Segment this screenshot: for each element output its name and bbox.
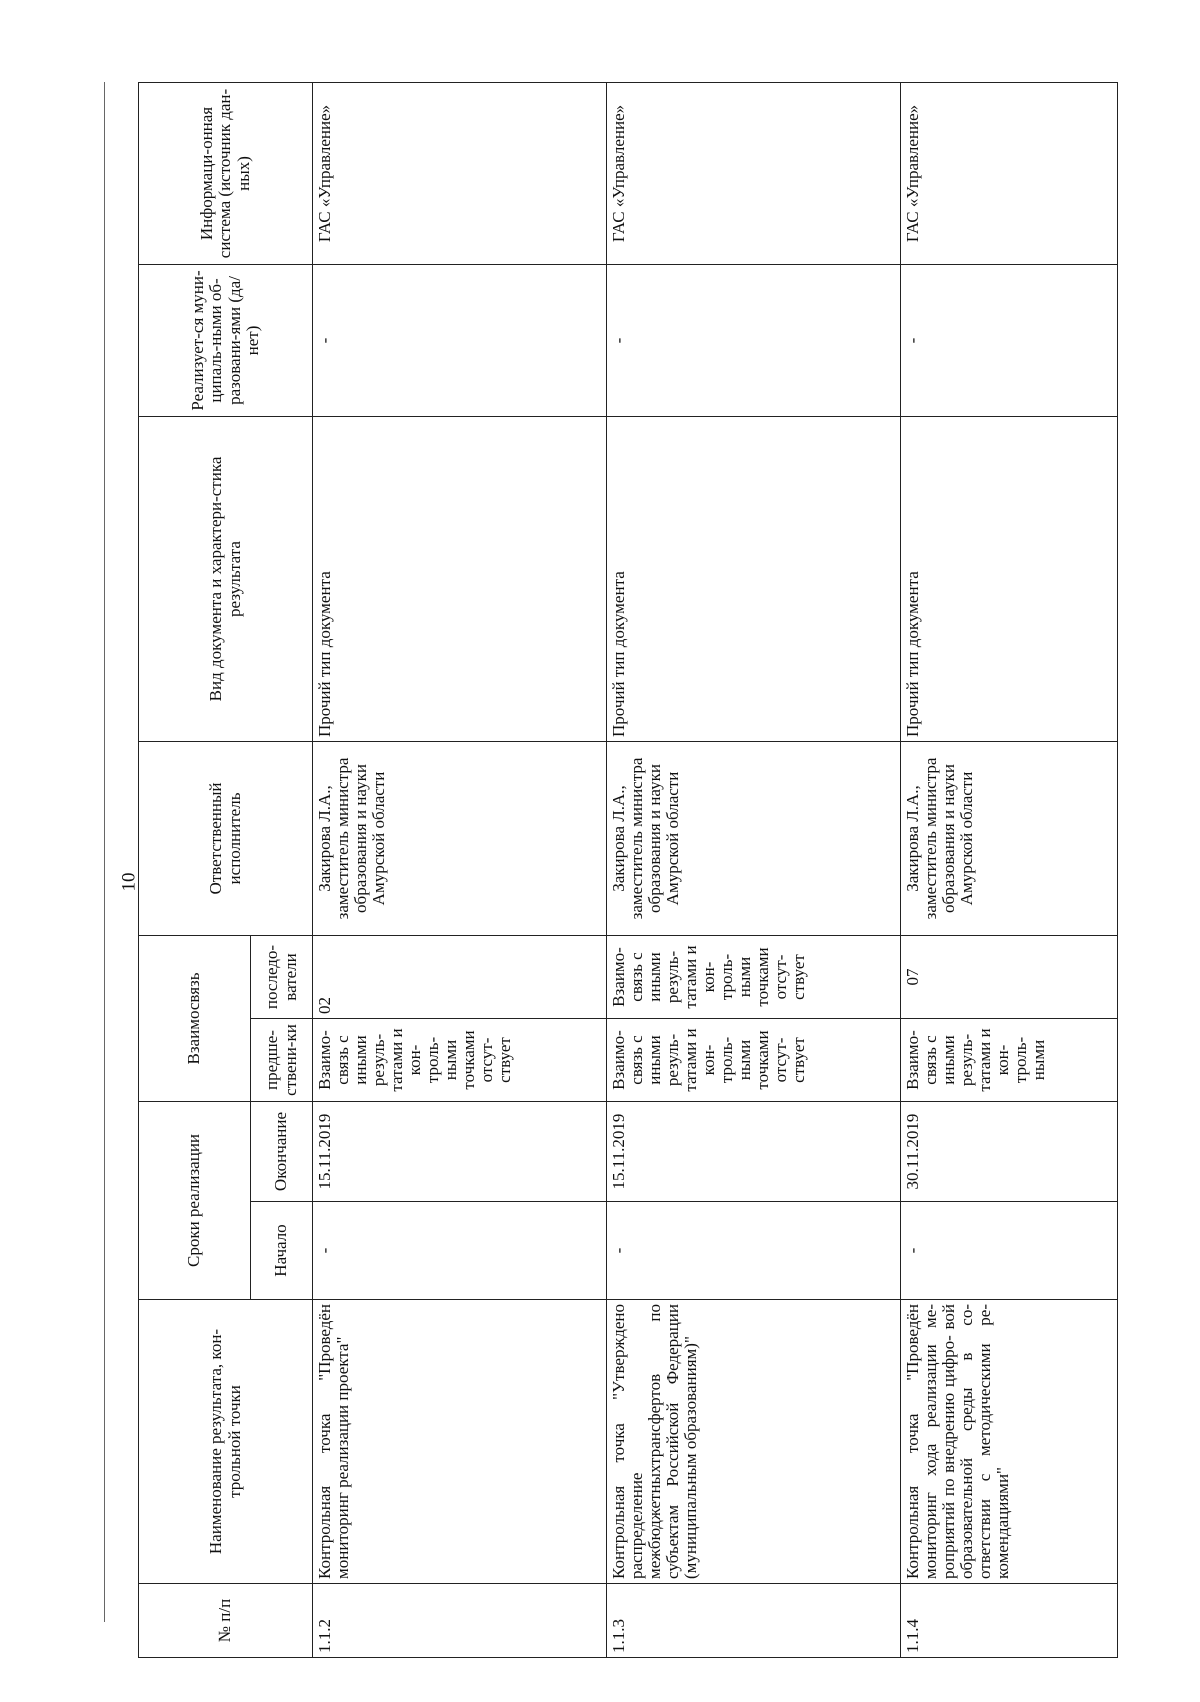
row-info-system: ГАС «Управление»	[607, 82, 901, 264]
header-num: № п/п	[139, 1584, 313, 1658]
results-table	[138, 82, 1118, 1658]
header-info-system: Информаци-онная система (источник дан-ных)	[139, 82, 313, 264]
row-municipal: -	[313, 264, 607, 416]
row-start: -	[607, 1202, 901, 1300]
row-num: 1.1.2	[313, 1584, 607, 1658]
row-num: 1.1.3	[607, 1584, 901, 1658]
row-end: 30.11.2019	[901, 1102, 1118, 1202]
table-row	[607, 82, 901, 1657]
header-start: Начало	[251, 1202, 313, 1300]
row-start: -	[313, 1202, 607, 1300]
row-executor: Закирова Л.А., заместитель министра образования и науки Амурской области	[901, 741, 1118, 935]
header-terms: Сроки реализации	[139, 1102, 251, 1300]
row-successors: Взаимо-связь с иными резуль-татами и кон-троль-ными точками отсут-ствует	[607, 935, 901, 1018]
row-executor: Закирова Л.А., заместитель министра образования и науки Амурской области	[607, 741, 901, 935]
row-name: Контрольная точка "Проведён мониторинг реализации проекта"	[313, 1300, 607, 1584]
row-doc-type: Прочий тип документа	[901, 416, 1118, 741]
row-info-system: ГАС «Управление»	[313, 82, 607, 264]
table-row	[313, 82, 607, 1657]
row-name: Контрольная точка "Утверждено распределение межбюджетныхтрансфертов по субъектам Российской Федерации (муниципальным образованиям)"	[607, 1300, 901, 1584]
row-start: -	[901, 1202, 1118, 1300]
row-municipal: -	[901, 264, 1118, 416]
row-doc-type: Прочий тип документа	[607, 416, 901, 741]
page-margin-line	[104, 82, 105, 1622]
header-municipal: Реализует-ся муни-ципаль-ными об-разовани-ями (да/нет)	[139, 264, 313, 416]
row-predecessors: Взаимо-связь с иными резуль-татами и кон-троль-ными точками отсут-ствует	[313, 1019, 607, 1102]
row-doc-type: Прочий тип документа	[313, 416, 607, 741]
header-row	[139, 82, 251, 1657]
header-successors: последо-ватели	[251, 935, 313, 1018]
row-executor: Закирова Л.А., заместитель министра образования и науки Амурской области	[313, 741, 607, 935]
header-predecessors: предше-ствени-ки	[251, 1019, 313, 1102]
table-row	[901, 82, 1118, 1657]
row-name: Контрольная точка "Проведён мониторинг хода реализации ме-роприятий по внедрению цифро- вой образовательной среды в со-ответствии с методическими ре-комендациями"	[901, 1300, 1118, 1584]
header-end: Окончание	[251, 1102, 313, 1202]
rotated-page	[138, 83, 1118, 1658]
header-executor: Ответственный исполнитель	[139, 741, 313, 935]
page-number: 10	[118, 872, 140, 892]
header-name: Наименование результата, кон-трольной точки	[139, 1300, 313, 1584]
row-info-system: ГАС «Управление»	[901, 82, 1118, 264]
row-successors: 02	[313, 935, 607, 1018]
header-relation: Взаимосвязь	[139, 935, 251, 1101]
row-num: 1.1.4	[901, 1584, 1118, 1658]
header-doc-type: Вид документа и характери-стика результата	[139, 416, 313, 741]
row-predecessors: Взаимо-связь с иными резуль-татами и кон-троль-ными	[901, 1019, 1118, 1102]
row-municipal: -	[607, 264, 901, 416]
row-end: 15.11.2019	[607, 1102, 901, 1202]
row-predecessors: Взаимо-связь с иными резуль-татами и кон-троль-ными точками отсут-ствует	[607, 1019, 901, 1102]
row-successors: 07	[901, 935, 1118, 1018]
row-end: 15.11.2019	[313, 1102, 607, 1202]
